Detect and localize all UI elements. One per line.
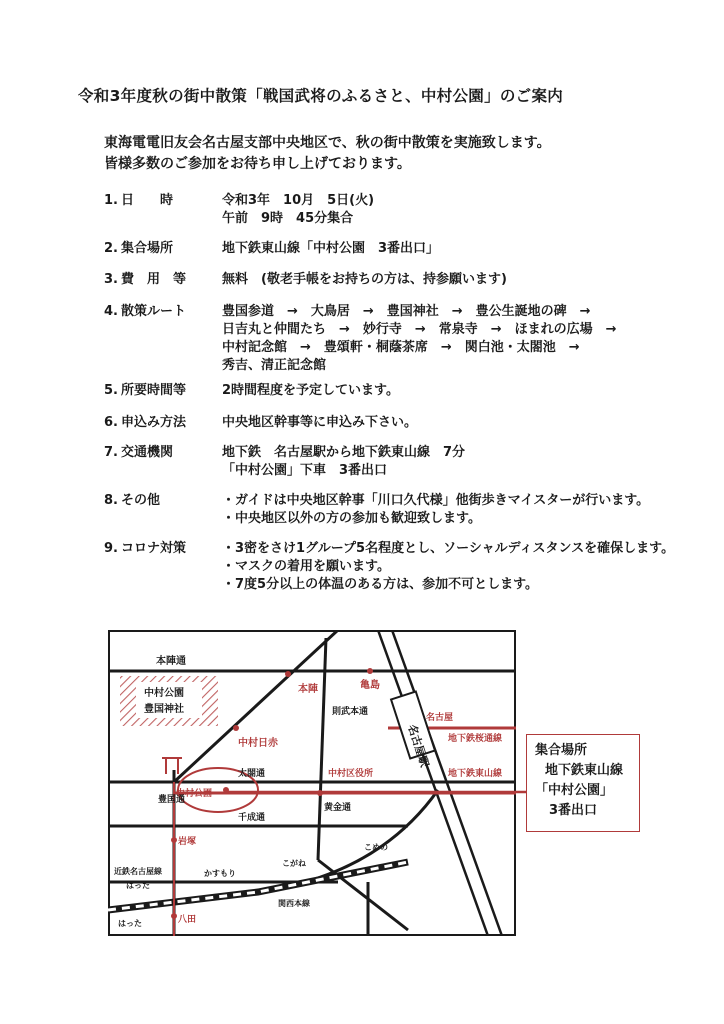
item-value	[222, 271, 507, 289]
item-line: 2時間程度を予定しています。	[222, 383, 400, 398]
item-line: 地下鉄 名古屋駅から地下鉄東山線 7分	[222, 445, 466, 460]
item-label: 申込み方法	[121, 415, 187, 430]
map-label: 黄金通	[324, 803, 352, 813]
item-line: ・マスクの着用を願います。	[222, 559, 390, 574]
meeting-callout	[526, 734, 640, 832]
item-line: 午前 9時 45分集合	[222, 211, 354, 226]
item-label: 日 時	[121, 193, 174, 208]
station-hatta	[171, 913, 177, 919]
map-label: かすもり	[204, 869, 236, 878]
map-label: はった	[118, 919, 142, 928]
item-line: 中央地区幹事等に申込み下さい。	[222, 415, 418, 430]
item-line: ・3密をさけ1グループ5名程度とし、ソーシャルディスタンスを確保します。	[222, 541, 675, 556]
item-line: ・7度5分以上の体温のある方は、参加不可とします。	[222, 577, 539, 592]
item-value	[222, 303, 617, 375]
item-number: 2.	[104, 241, 118, 256]
item-value	[222, 382, 399, 400]
item-line: 「中村公園」下車 3番出口	[222, 463, 388, 478]
station-iwatsuka	[171, 837, 177, 843]
item-line: ・中央地区以外の方の参加も歓迎致します。	[222, 511, 481, 526]
map-label: 名古屋駅	[405, 722, 432, 769]
map-label: 中村公園	[144, 688, 184, 699]
intro-line-1: 東海電電旧友会名古屋支部中央地区で、秋の街中散策を実施致します。	[104, 135, 551, 151]
map-label: 本陣通	[156, 656, 186, 667]
item-number: 9.	[104, 541, 118, 556]
item-line: 令和3年 10月 5日(火)	[222, 193, 375, 208]
intro-text	[104, 133, 664, 175]
item-label: 散策ルート	[121, 304, 187, 319]
page-title: 令和3年度秋の街中散策「戦国武将のふるさと、中村公園」のご案内	[78, 87, 564, 105]
map-label: 八田	[178, 915, 197, 925]
item-number: 4.	[104, 304, 118, 319]
item-label: コロナ対策	[121, 541, 187, 556]
map-label: 地下鉄東山線	[448, 769, 503, 779]
map-label: 中村公園	[176, 789, 213, 799]
item-number: 6.	[104, 415, 118, 430]
item-label: その他	[121, 493, 161, 508]
item-label: 交通機関	[121, 445, 174, 460]
item-line: ・ガイドは中央地区幹事「川口久代様」他街歩きマイスターが行います。	[222, 493, 650, 508]
map-label: 豊国通	[158, 795, 186, 805]
map-label: 中村日赤	[238, 738, 278, 749]
item-number: 3.	[104, 272, 118, 287]
item-value	[222, 540, 674, 594]
item-number: 8.	[104, 493, 118, 508]
item-number: 1.	[104, 193, 118, 208]
item-line: 日吉丸と仲間たち → 妙行寺 → 常泉寺 → ほまれの広場 →	[222, 322, 617, 337]
map-label: 太閤通	[238, 769, 266, 779]
item-line: 豊国参道 → 大鳥居 → 豊国神社 → 豊公生誕地の碑 →	[222, 304, 591, 319]
map-label: 地下鉄桜通線	[448, 734, 503, 744]
callout-line-2: 地下鉄東山線	[545, 763, 624, 778]
item-value	[222, 192, 374, 228]
item-line: 無料 (敬老手帳をお持ちの方は、持参願います)	[222, 272, 507, 287]
map-label: こめの	[364, 843, 388, 852]
callout-line-1: 集合場所	[535, 743, 588, 758]
item-label: 費 用 等	[121, 272, 187, 287]
callout-line-4: 3番出口	[549, 803, 598, 818]
callout-line-3: 「中村公園」	[535, 783, 614, 798]
item-number: 7.	[104, 445, 118, 460]
station-nisseki	[233, 725, 239, 731]
map-label: 豊国神社	[144, 704, 184, 715]
map-label: 中村区役所	[328, 769, 374, 779]
map-label: 関西本線	[278, 899, 310, 908]
item-label: 所要時間等	[121, 383, 187, 398]
map-label: 亀島	[360, 680, 380, 691]
item-label: 集合場所	[121, 241, 174, 256]
station-honjin	[285, 671, 291, 677]
map-label: 近鉄名古屋線	[114, 867, 162, 876]
intro-line-2: 皆様多数のご参加をお待ち申し上げております。	[104, 156, 411, 172]
item-value	[222, 414, 417, 432]
map-label: はった	[126, 881, 150, 890]
item-value	[222, 444, 465, 480]
item-line: 地下鉄東山線「中村公園 3番出口」	[222, 241, 440, 256]
map-label: 岩塚	[178, 837, 197, 847]
item-line: 中村記念館 → 豊頌軒・桐蔭茶席 → 関白池・太閤池 →	[222, 340, 580, 355]
callout-pointer	[110, 780, 530, 810]
item-number: 5.	[104, 383, 118, 398]
item-value	[222, 240, 439, 258]
map-label: 名古屋	[426, 713, 454, 723]
map-label: 本陣	[298, 684, 318, 695]
item-line: 秀吉、清正記念館	[222, 358, 327, 373]
map-label: こがね	[282, 859, 306, 868]
map-label: 則武本通	[332, 707, 369, 717]
item-value	[222, 492, 649, 528]
station-kameshima	[367, 668, 373, 674]
map-label: 千成通	[238, 813, 266, 823]
